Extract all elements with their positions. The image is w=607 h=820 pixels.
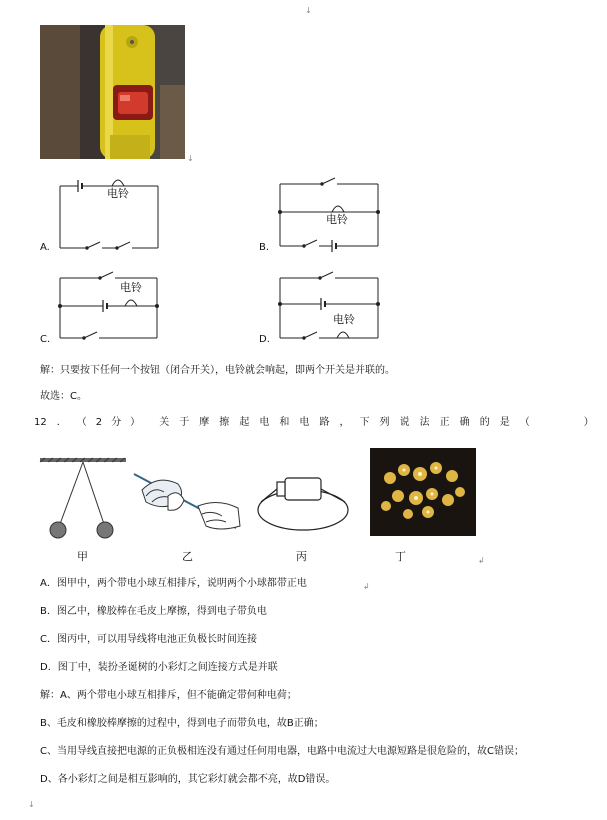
q12-paren-open: （ [519, 417, 530, 428]
q12-stem-char: 摩 [199, 417, 210, 428]
circuit-a-bell-label: 电铃 [107, 187, 129, 200]
q12-stem-char: ， [339, 417, 350, 428]
figure-label-ding: 丁 [395, 550, 406, 563]
q12-stem-char: 擦 [219, 417, 230, 428]
option-c-label: C. [40, 334, 51, 345]
figure-label-jia: 甲 [77, 550, 88, 563]
q12-solution-d: D、各小彩灯之间是相互影响的，其它彩灯就会都不亮，故D错误。 [40, 774, 336, 785]
q12-stem-char: 路 [319, 417, 330, 428]
q12-option-c: C．图丙中，可以用导线将电池正负极长时间连接 [40, 634, 257, 645]
figure-label-bing: 丙 [296, 550, 307, 563]
q12-stem-char: 关 [159, 417, 170, 428]
figure-ding-lights [370, 448, 476, 536]
q12-option-d: D．图丁中，装扮圣诞树的小彩灯之间连接方式是并联 [40, 662, 278, 673]
circuit-b-bell-label: 电铃 [326, 213, 348, 226]
figure-yi-rubbing [128, 466, 246, 538]
bus-button-photo [40, 25, 185, 159]
photo-mark: ↓ [187, 154, 194, 163]
q12-stem-char: 于 [179, 417, 190, 428]
q12-stem-char: 下 [359, 417, 370, 428]
q12-stem-char: 正 [439, 417, 450, 428]
q11-explanation: 解：只要按下任何一个按钮（闭合开关），电铃就会响起，即两个开关是并联的。 [40, 365, 395, 376]
q12-dot: ． [56, 417, 67, 428]
q12-stem-char: 列 [379, 417, 390, 428]
q12-option-a: A．图甲中，两个带电小球互相排斥，说明两个小球都带正电 [40, 578, 307, 589]
q12-solution-c: C、当用导线直接把电源的正负极相连没有通过任何用电器，电路中电流过大电源短路是很危险的，故C错误； [40, 746, 524, 757]
q11-answer: 故选：C。 [40, 391, 87, 402]
q12-stem-char: 电 [259, 417, 270, 428]
circuit-c-bell-label: 电铃 [120, 281, 142, 294]
q12-paren-close: ） [583, 417, 594, 428]
q12-stem-char: 说 [399, 417, 410, 428]
q12-score: （2分） [76, 417, 150, 428]
q12-option-a-mark: ↲ [363, 582, 370, 591]
top-mark: ↓ [305, 6, 312, 15]
q12-option-b: B．图乙中，橡胶棒在毛皮上摩擦，得到电子带负电 [40, 606, 267, 617]
q12-stem-char: 的 [479, 417, 490, 428]
q12-number: 12 [34, 417, 47, 428]
circuit-c [55, 268, 165, 348]
q12-stem [34, 416, 594, 430]
q12-stem-char: 和 [279, 417, 290, 428]
q12-solution-b: B、毛皮和橡胶棒摩擦的过程中，得到电子而带负电，故B正确； [40, 718, 324, 729]
q12-stem-char: 起 [239, 417, 250, 428]
figure-bing-battery [255, 470, 355, 536]
q12-stem-char: 是 [499, 417, 510, 428]
q12-stem-char: 确 [459, 417, 470, 428]
q12-stem-char: 电 [299, 417, 310, 428]
option-b-label: B. [259, 242, 270, 253]
figure-label-yi: 乙 [182, 550, 193, 563]
bottom-mark: ↓ [28, 800, 35, 809]
circuit-d [275, 268, 390, 348]
circuit-d-bell-label: 电铃 [333, 313, 355, 326]
option-d-label: D. [259, 334, 270, 345]
q12-stem-char: 法 [419, 417, 430, 428]
figure-row-mark: ↲ [478, 556, 485, 565]
circuit-a [40, 172, 170, 257]
q12-solution-a: 解：A、两个带电小球互相排斥，但不能确定带何种电荷； [40, 690, 297, 701]
option-a-label: A. [40, 242, 50, 253]
figure-jia-pendulums [38, 456, 128, 546]
